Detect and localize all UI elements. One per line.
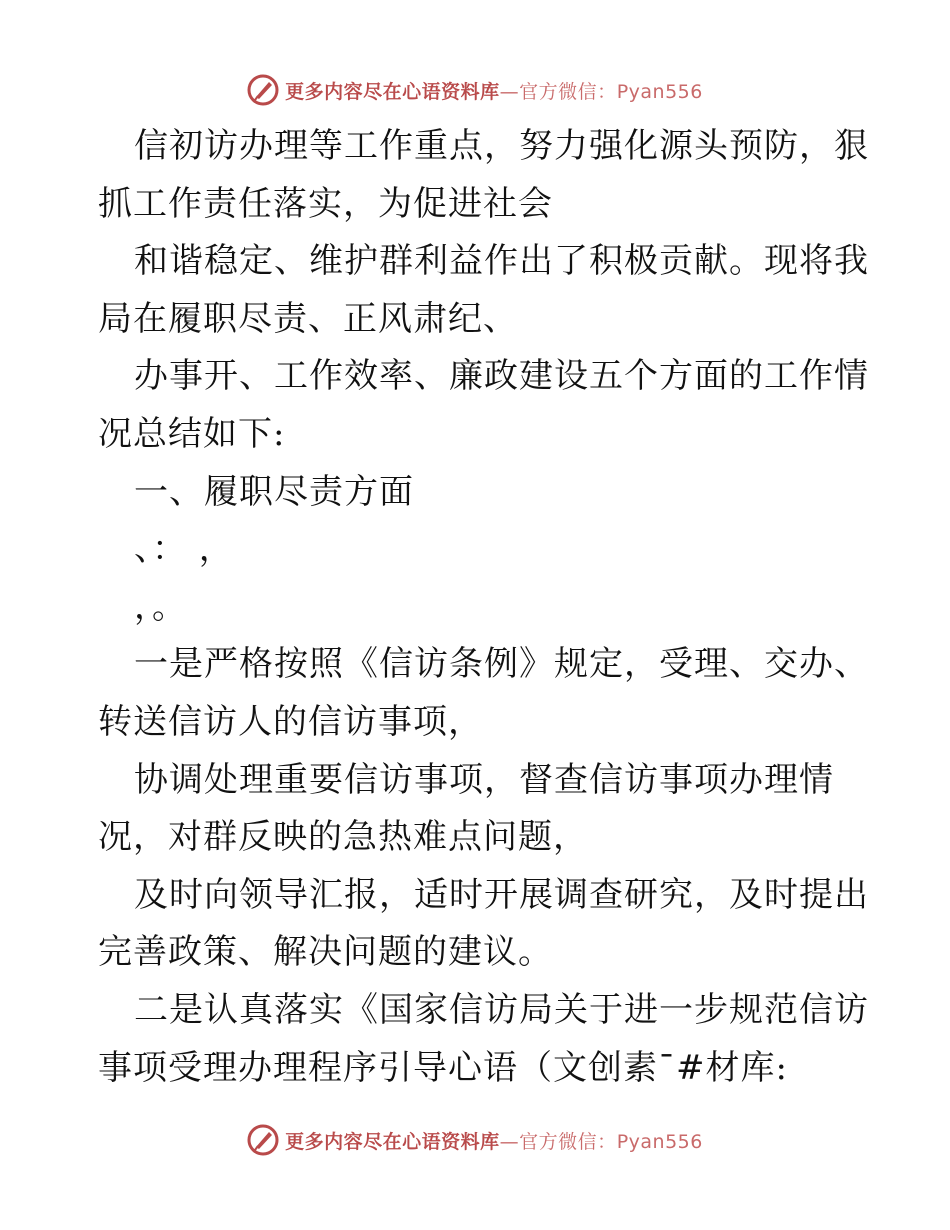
body-line: 况，对群反映的急热难点问题， — [98, 817, 588, 858]
body-line: 信初访办理等工作重点，努力强化源头预防，狠 — [134, 126, 869, 166]
footer-watermark-text — [285, 1127, 703, 1154]
body-line: 局在履职尽责、正风肃纪、 — [98, 298, 518, 339]
header-contact-id: Pyan556 — [616, 80, 703, 103]
body-line: 转送信访人的信访事项， — [98, 701, 483, 742]
footer-contact-label: 官方微信： — [519, 1130, 617, 1153]
body-line: 和谐稳定、维护群利益作出了积极贡献。现将我 — [134, 241, 869, 282]
body-line: 完善政策、解决问题的建议。 — [98, 932, 553, 973]
header-watermark — [0, 70, 950, 110]
section-heading: 一、履职尽责方面 — [134, 471, 414, 512]
body-line: 二是认真落实《国家信访局关于进一步规范信访 — [134, 989, 869, 1030]
quill-logo-icon — [247, 1124, 279, 1156]
footer-slogan: 更多内容尽在心语资料库 — [285, 1130, 500, 1153]
document-body — [98, 118, 869, 1097]
header-watermark-text — [285, 77, 703, 104]
header-contact-label: 官方微信： — [519, 80, 617, 103]
header-dash: — — [499, 80, 520, 103]
quill-logo-icon — [247, 74, 279, 106]
header-slogan: 更多内容尽在心语资料库 — [285, 80, 500, 103]
body-line: 办事开、工作效率、廉政建设五个方面的工作情 — [134, 356, 869, 397]
footer-watermark — [0, 1120, 950, 1160]
body-line: 一是严格按照《信访条例》规定，受理、交办、 — [134, 644, 869, 685]
body-line: 事项受理办理程序引导心语（文创素¯#材库: — [98, 1047, 788, 1088]
body-line: 抓工作责任落实，为促进社会 — [98, 183, 553, 224]
footer-dash: — — [499, 1130, 520, 1153]
footer-contact-id: Pyan556 — [616, 1130, 703, 1153]
body-line: 及时向领导汇报，适时开展调查研究，及时提出 — [134, 874, 869, 915]
body-line: 、： ， — [134, 529, 234, 570]
body-line: 协调处理重要信访事项，督查信访事项办理情 — [134, 759, 834, 800]
body-line: 况总结如下: — [98, 413, 286, 454]
body-line: ，。 — [134, 586, 187, 627]
